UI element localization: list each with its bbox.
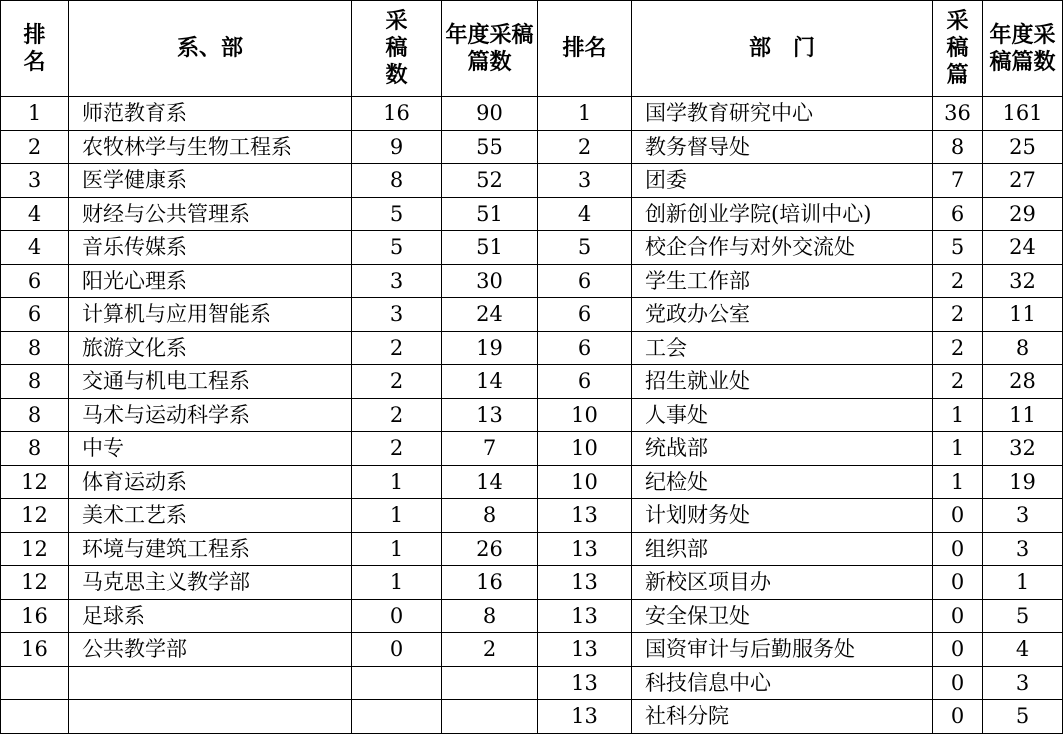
rank-right-cell: 2 [538,130,632,164]
annual-right-cell: 19 [983,465,1063,499]
header-row [1,1,1063,97]
annual-left-cell: 90 [442,97,538,131]
dept-left-cell: 体育运动系 [69,465,352,499]
annual-left-cell: 14 [442,365,538,399]
dept-right-cell: 教务督导处 [632,130,933,164]
count-left-cell: 2 [352,365,442,399]
dept-left-cell: 计算机与应用智能系 [69,298,352,332]
rank-right-cell: 6 [538,365,632,399]
rank-right-cell: 3 [538,164,632,198]
count-right-cell: 8 [933,130,983,164]
dept-left-cell: 马术与运动科学系 [69,398,352,432]
annual-right-cell: 5 [983,700,1063,734]
annual-left-cell: 26 [442,532,538,566]
count-left-cell [352,666,442,700]
dept-right-cell: 新校区项目办 [632,566,933,600]
annual-right-cell: 5 [983,599,1063,633]
rank-left-cell: 8 [1,365,69,399]
rank-left-cell [1,700,69,734]
annual-right-cell: 8 [983,331,1063,365]
rank-left-cell: 6 [1,298,69,332]
rank-right-cell: 13 [538,566,632,600]
rank-left-cell: 16 [1,599,69,633]
dept-left-cell: 公共教学部 [69,633,352,667]
count-left-cell: 2 [352,331,442,365]
rank-right-cell: 13 [538,599,632,633]
table-row [1,633,1063,667]
rank-left-cell: 12 [1,566,69,600]
rank-left-cell: 4 [1,197,69,231]
dept-left-cell: 交通与机电工程系 [69,365,352,399]
dept-right-cell: 党政办公室 [632,298,933,332]
dept-left-cell: 财经与公共管理系 [69,197,352,231]
table-row [1,700,1063,734]
dept-left-cell: 农牧林学与生物工程系 [69,130,352,164]
annual-left-cell: 7 [442,432,538,466]
rank-right-cell: 5 [538,231,632,265]
annual-right-cell: 27 [983,164,1063,198]
dept-right-cell: 科技信息中心 [632,666,933,700]
annual-left-cell: 2 [442,633,538,667]
rank-right-cell: 4 [538,197,632,231]
count-right-cell: 5 [933,231,983,265]
dept-left-cell: 阳光心理系 [69,264,352,298]
annual-left-cell [442,666,538,700]
dept-right-cell: 人事处 [632,398,933,432]
annual-left-cell: 8 [442,499,538,533]
annual-right-cell: 24 [983,231,1063,265]
dept-right-cell: 招生就业处 [632,365,933,399]
header-count-right: 采稿篇 [933,1,983,97]
table-row [1,532,1063,566]
annual-right-cell: 3 [983,666,1063,700]
annual-right-cell: 3 [983,499,1063,533]
rank-right-cell: 6 [538,264,632,298]
annual-left-cell: 24 [442,298,538,332]
annual-right-cell: 11 [983,398,1063,432]
count-right-cell: 2 [933,264,983,298]
count-right-cell: 0 [933,599,983,633]
table-row [1,164,1063,198]
rank-left-cell: 16 [1,633,69,667]
rank-right-cell: 10 [538,432,632,466]
table-row [1,231,1063,265]
rank-left-cell: 3 [1,164,69,198]
dept-right-cell: 校企合作与对外交流处 [632,231,933,265]
table-row [1,398,1063,432]
annual-left-cell: 8 [442,599,538,633]
dept-left-cell: 环境与建筑工程系 [69,532,352,566]
rank-left-cell: 8 [1,398,69,432]
rank-left-cell: 8 [1,331,69,365]
annual-right-cell: 32 [983,432,1063,466]
annual-left-cell: 30 [442,264,538,298]
dept-right-cell: 安全保卫处 [632,599,933,633]
dept-left-cell: 旅游文化系 [69,331,352,365]
annual-left-cell: 14 [442,465,538,499]
header-rank-left: 排名 [1,1,69,97]
count-right-cell: 6 [933,197,983,231]
dept-right-cell: 学生工作部 [632,264,933,298]
rank-right-cell: 6 [538,331,632,365]
rank-left-cell [1,666,69,700]
count-right-cell: 0 [933,666,983,700]
table-row [1,264,1063,298]
table-row [1,465,1063,499]
count-left-cell: 2 [352,432,442,466]
dept-left-cell: 足球系 [69,599,352,633]
dept-right-cell: 国资审计与后勤服务处 [632,633,933,667]
rank-right-cell: 13 [538,666,632,700]
count-right-cell: 36 [933,97,983,131]
dept-right-cell: 工会 [632,331,933,365]
rank-left-cell: 12 [1,532,69,566]
count-left-cell: 8 [352,164,442,198]
annual-left-cell: 51 [442,197,538,231]
rank-left-cell: 1 [1,97,69,131]
annual-left-cell: 52 [442,164,538,198]
table-row [1,499,1063,533]
count-right-cell: 0 [933,633,983,667]
annual-right-cell: 11 [983,298,1063,332]
header-dept-right: 部 门 [632,1,933,97]
rank-left-cell: 4 [1,231,69,265]
table-row [1,432,1063,466]
table-row [1,298,1063,332]
annual-right-cell: 161 [983,97,1063,131]
annual-left-cell: 16 [442,566,538,600]
rank-left-cell: 2 [1,130,69,164]
dept-left-cell: 医学健康系 [69,164,352,198]
annual-right-cell: 3 [983,532,1063,566]
count-left-cell: 1 [352,465,442,499]
count-left-cell: 0 [352,599,442,633]
table-row [1,666,1063,700]
dept-right-cell: 统战部 [632,432,933,466]
rank-left-cell: 6 [1,264,69,298]
annual-left-cell [442,700,538,734]
count-right-cell: 0 [933,566,983,600]
dept-right-cell: 国学教育研究中心 [632,97,933,131]
rank-right-cell: 13 [538,499,632,533]
dept-left-cell: 师范教育系 [69,97,352,131]
count-left-cell: 5 [352,231,442,265]
annual-right-cell: 25 [983,130,1063,164]
annual-right-cell: 28 [983,365,1063,399]
annual-left-cell: 19 [442,331,538,365]
annual-right-cell: 4 [983,633,1063,667]
rank-left-cell: 8 [1,432,69,466]
rank-right-cell: 13 [538,532,632,566]
count-right-cell: 0 [933,700,983,734]
annual-left-cell: 13 [442,398,538,432]
rank-right-cell: 10 [538,465,632,499]
table-row [1,97,1063,131]
count-right-cell: 2 [933,298,983,332]
count-right-cell: 1 [933,432,983,466]
rank-left-cell: 12 [1,465,69,499]
annual-left-cell: 55 [442,130,538,164]
dept-right-cell: 组织部 [632,532,933,566]
count-left-cell: 0 [352,633,442,667]
count-left-cell: 3 [352,264,442,298]
count-left-cell: 16 [352,97,442,131]
rank-right-cell: 10 [538,398,632,432]
header-rank-right: 排名 [538,1,632,97]
count-right-cell: 2 [933,331,983,365]
header-annual-right: 年度采稿篇数 [983,1,1063,97]
header-annual-left: 年度采稿篇数 [442,1,538,97]
dept-left-cell: 马克思主义教学部 [69,566,352,600]
rank-right-cell: 6 [538,298,632,332]
count-left-cell: 2 [352,398,442,432]
dept-right-cell: 纪检处 [632,465,933,499]
table-row [1,130,1063,164]
count-right-cell: 7 [933,164,983,198]
table-row [1,197,1063,231]
rank-right-cell: 1 [538,97,632,131]
dept-right-cell: 计划财务处 [632,499,933,533]
dept-right-cell: 团委 [632,164,933,198]
count-left-cell: 5 [352,197,442,231]
count-left-cell: 1 [352,499,442,533]
dept-left-cell: 美术工艺系 [69,499,352,533]
count-left-cell: 1 [352,532,442,566]
rank-left-cell: 12 [1,499,69,533]
count-left-cell: 9 [352,130,442,164]
rank-right-cell: 13 [538,700,632,734]
table-row [1,331,1063,365]
count-right-cell: 0 [933,499,983,533]
count-right-cell: 1 [933,398,983,432]
count-right-cell: 1 [933,465,983,499]
dept-left-cell [69,666,352,700]
count-right-cell: 0 [933,532,983,566]
annual-right-cell: 29 [983,197,1063,231]
table-row [1,566,1063,600]
rank-right-cell: 13 [538,633,632,667]
count-left-cell [352,700,442,734]
annual-right-cell: 32 [983,264,1063,298]
dept-left-cell [69,700,352,734]
header-count-left: 采稿数 [352,1,442,97]
dept-left-cell: 中专 [69,432,352,466]
annual-right-cell: 1 [983,566,1063,600]
dept-right-cell: 社科分院 [632,700,933,734]
annual-left-cell: 51 [442,231,538,265]
dept-right-cell: 创新创业学院(培训中心) [632,197,933,231]
table-body [1,97,1063,734]
count-left-cell: 1 [352,566,442,600]
table-row [1,365,1063,399]
dept-left-cell: 音乐传媒系 [69,231,352,265]
table-row [1,599,1063,633]
count-right-cell: 2 [933,365,983,399]
count-left-cell: 3 [352,298,442,332]
header-dept-left: 系、部 [69,1,352,97]
